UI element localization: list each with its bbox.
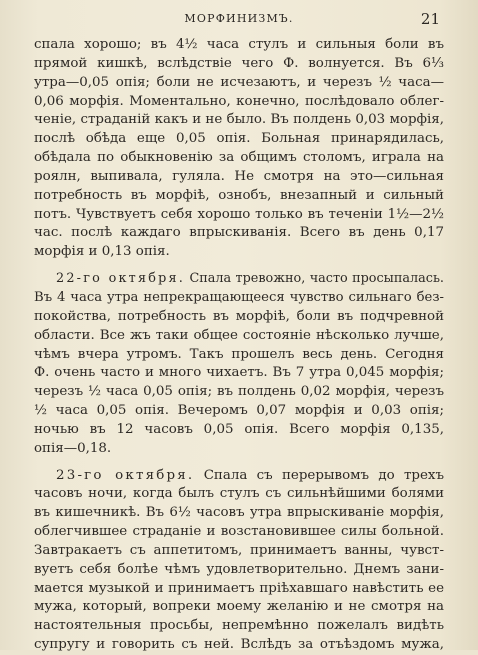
date-label: 23-го октября.: [56, 467, 195, 483]
text-line: прямой кишкѣ, вслѣдствіе чего Ф. волнуется. Въ 6⅓: [34, 55, 444, 71]
page-number: 21: [420, 10, 440, 28]
text-line: чѣмъ вчера утромъ. Такъ прошелъ весь день. Сегодня: [34, 346, 444, 362]
text-fragment: Спала съ перерывомъ до трехъ: [203, 467, 444, 483]
text-line: въ кишечникѣ. Въ 6½ часовъ утра впрыскиваніе морфія,: [34, 505, 444, 521]
text-line: вуетъ себя болѣе чѣмъ удовлетворительно. Днемъ зани-: [34, 561, 444, 577]
text-line: послѣ обѣда еще 0,05 опія. Больная принарядилась,: [34, 131, 444, 147]
text-line: Въ 4 часа утра непрекращающееся чувство сильнаго без-: [34, 289, 444, 305]
text-line: роялн, выпивала, гуляла. Не смотря на это—сильная: [34, 168, 444, 184]
text-fragment: Спала тревожно, часто просыпалась.: [189, 271, 444, 287]
paragraph: [34, 270, 444, 458]
text-line: Ф. очень часто и много чихаетъ. Въ 7 утра 0,045 морфія;: [34, 365, 444, 381]
text-line: супругу и говорить съ ней. Вслѣдъ за отъѣздомъ мужа,: [34, 637, 444, 653]
paragraph: [34, 36, 444, 262]
text-line: покойства, потребность въ морфіѣ, боли въ подчревной: [34, 308, 444, 324]
text-line: 0,06 морфія. Моментально, конечно, послѣдовало облег-: [34, 93, 444, 109]
text-line: часовъ ночи, когда былъ стулъ съ сильнѣйшими болями: [34, 486, 444, 502]
text-line: [34, 467, 444, 486]
text-line: утра—0,05 опія; боли не исчезаютъ, и черезъ ½ часа—: [34, 74, 444, 90]
text-line: Завтракаетъ съ аппетитомъ, принимаетъ ванны, чувст-: [34, 542, 444, 558]
text-line: потребность въ морфіѣ, ознобъ, внезапный и сильный: [34, 187, 444, 203]
text-line: настоятельныя просьбы, непремѣнно пожелалъ видѣть: [34, 618, 444, 634]
body-text: [34, 36, 444, 655]
page-header: [0, 10, 478, 30]
text-line: области. Все жъ таки общее состояніе нѣсколько лучше,: [34, 327, 444, 343]
text-line: спала хорошо; въ 4½ часа стулъ и сильныя боли въ: [34, 37, 444, 52]
text-line: черезъ ½ часа 0,05 опія; въ полдень 0,02 морфія, черезъ: [34, 384, 444, 400]
text-line: ченіе, страданій какъ и не было. Въ полдень 0,03 морфія,: [34, 112, 444, 128]
paragraph: [34, 467, 444, 655]
text-line: обѣдала по обыкновенію за общимъ столомъ, играла на: [34, 150, 444, 166]
text-line: час. послѣ каждаго впрыскиванія. Всего въ день 0,17: [34, 225, 444, 241]
text-line: опія—0,18.: [34, 440, 112, 456]
running-title: МОРФИНИЗМЪ.: [184, 12, 294, 25]
text-line: мужа, который, вопреки моему желанію и не смотря на: [34, 599, 444, 615]
text-line: морфія и 0,13 опія.: [34, 244, 170, 260]
text-line: ночью въ 12 часовъ 0,05 опія. Всего морфія 0,135,: [34, 421, 444, 437]
text-line: потъ. Чувствуетъ себя хорошо только въ теченіи 1½—2½: [34, 206, 444, 222]
text-line: [34, 270, 444, 289]
text-line: облегчившее страданіе и возстановившее силы больной.: [34, 524, 444, 540]
text-line: ½ часа 0,05 опія. Вечеромъ 0,07 морфія и 0,03 опія;: [34, 403, 444, 419]
text-line: мается музыкой и принимаетъ пріѣхавшаго навѣстить ее: [34, 580, 444, 596]
date-label: 22-го октября.: [56, 271, 186, 287]
